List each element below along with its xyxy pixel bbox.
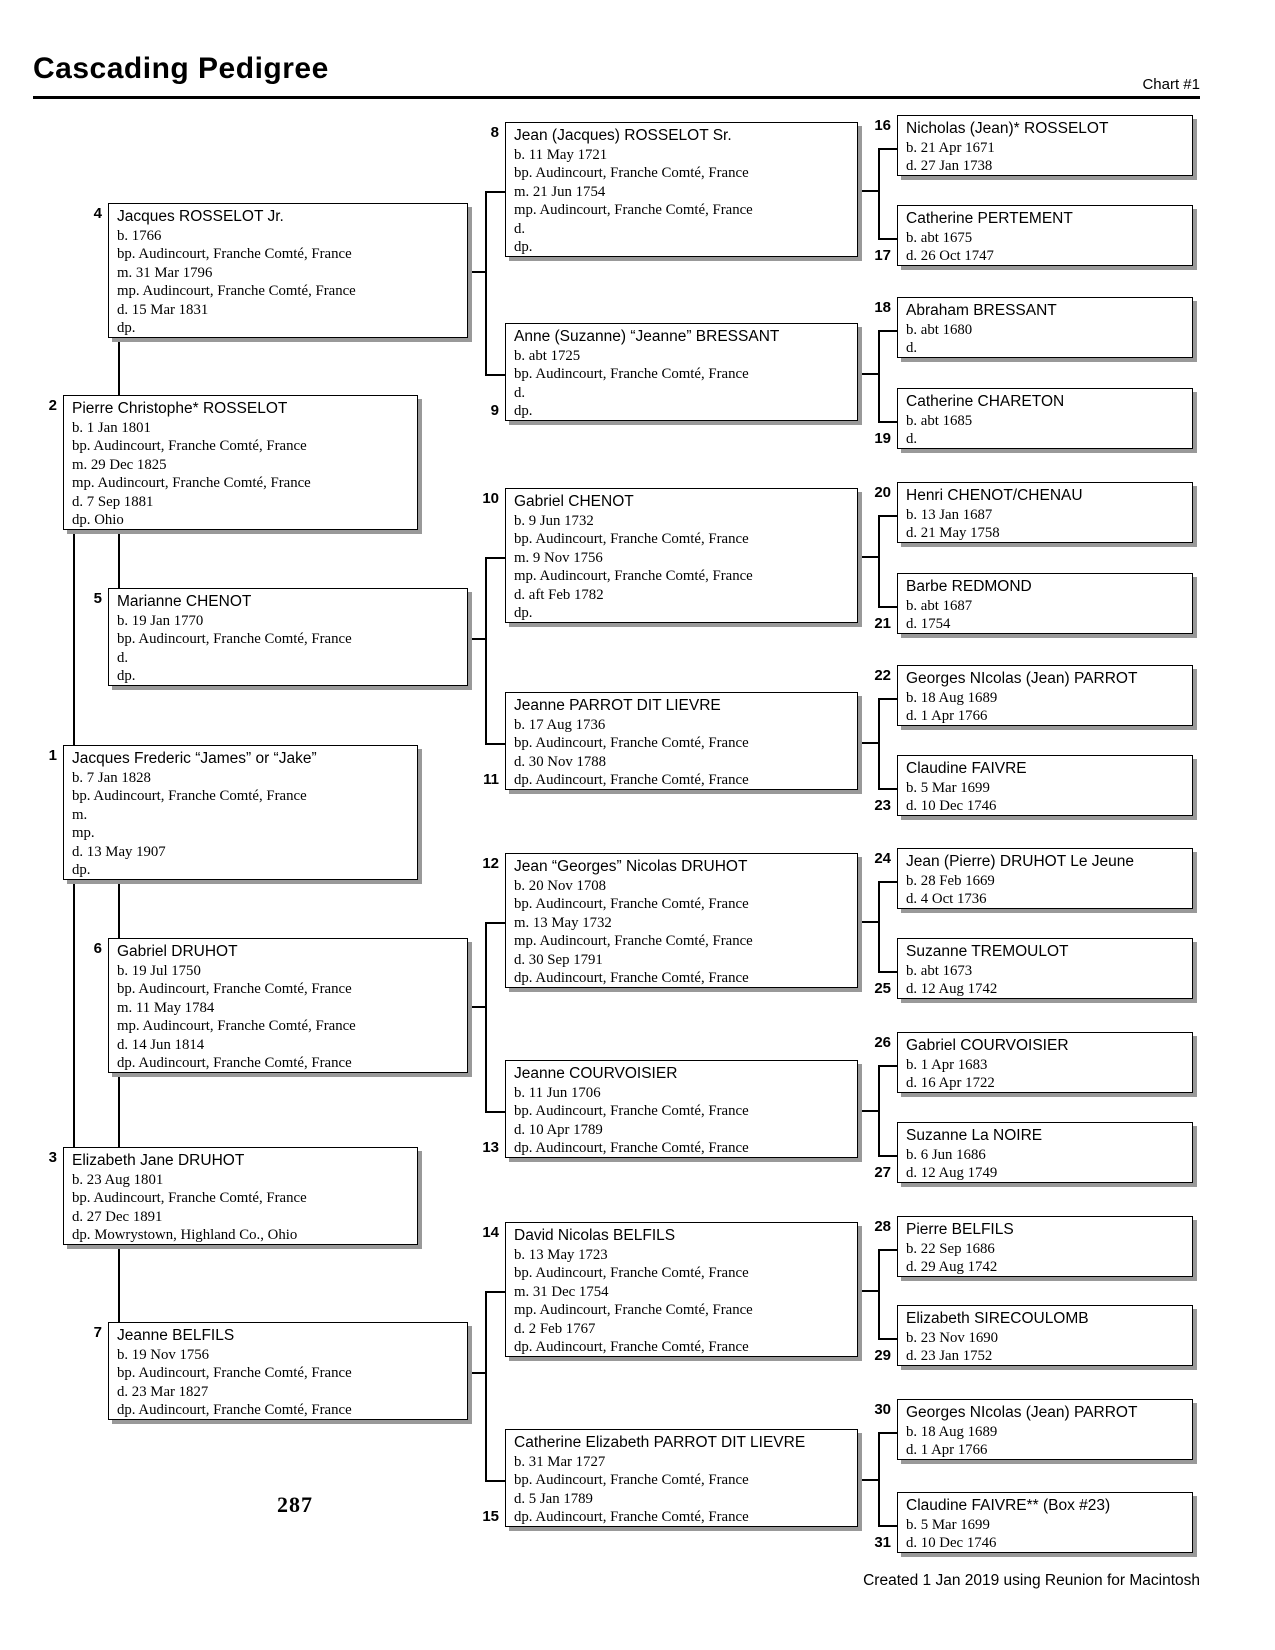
person-detail-line: d. 30 Nov 1788	[514, 753, 607, 770]
person-detail-line: d. 21 May 1758	[906, 525, 1000, 542]
connector-line	[878, 515, 898, 517]
person-name: Marianne CHENOT	[117, 593, 252, 610]
person-detail-line: b. 18 Aug 1689	[906, 1424, 998, 1440]
person-detail-line: b. 19 Jan 1770	[117, 613, 204, 629]
person-detail-line: b. 20 Nov 1708	[514, 878, 607, 894]
person-name: Georges NIcolas (Jean) PARROT	[906, 1404, 1138, 1421]
connector-line	[878, 1065, 880, 1155]
person-detail-line: d. 12 Aug 1749	[906, 1165, 998, 1182]
person-detail-line: m. 21 Jun 1754	[514, 183, 606, 200]
person-detail-line: m. 9 Nov 1756	[514, 549, 603, 566]
person-number: 3	[48, 1149, 57, 1166]
person-detail-line: d. 12 Aug 1742	[906, 981, 998, 998]
person-name: Georges NIcolas (Jean) PARROT	[906, 670, 1138, 687]
connector-line	[485, 922, 506, 924]
person-detail-line: b. abt 1675	[906, 230, 973, 246]
person-name: Jacques Frederic “James” or “Jake”	[72, 750, 317, 767]
person-detail-line: d.	[514, 384, 526, 401]
person-detail-line: b. 31 Mar 1727	[514, 1454, 606, 1470]
connector-line	[878, 881, 880, 971]
connector-line	[878, 148, 880, 238]
connector-line	[878, 1065, 898, 1067]
person-detail-line: d. aft Feb 1782	[514, 586, 604, 603]
person-detail-line: dp. Audincourt, Franche Comté, France	[514, 1509, 749, 1526]
connector-line	[118, 1073, 120, 1148]
connector-line	[878, 881, 898, 883]
person-number: 24	[874, 850, 891, 867]
person-box-17	[874, 205, 1193, 266]
person-box-23	[874, 755, 1193, 816]
person-number: 23	[874, 797, 891, 814]
person-detail-line: bp. Audincourt, Franche Comté, France	[72, 788, 307, 805]
person-detail-line: d. 1 Apr 1766	[906, 708, 988, 725]
person-box-3	[48, 1147, 418, 1245]
connector-line	[878, 1249, 898, 1251]
person-detail-line: d. 26 Oct 1747	[906, 248, 994, 265]
person-detail-line: dp. Audincourt, Franche Comté, France	[514, 970, 749, 987]
connector-line	[485, 1480, 506, 1482]
person-detail-line: d. 4 Oct 1736	[906, 891, 987, 908]
person-number: 10	[482, 490, 499, 507]
person-number: 26	[874, 1034, 891, 1051]
person-detail-line: b. 23 Nov 1690	[906, 1330, 999, 1346]
person-box-22	[874, 665, 1193, 726]
person-detail-line: b. 1 Apr 1683	[906, 1057, 988, 1073]
person-detail-line: m.	[72, 806, 88, 823]
person-detail-line: dp. Ohio	[72, 512, 124, 529]
person-name: Pierre Christophe* ROSSELOT	[72, 400, 288, 417]
person-detail-line: b. 19 Jul 1750	[117, 963, 201, 979]
person-name: Claudine FAIVRE** (Box #23)	[906, 1497, 1111, 1514]
connector-line	[485, 1111, 506, 1113]
connector-line	[485, 191, 487, 374]
person-box-11	[483, 692, 858, 790]
person-name: Nicholas (Jean)* ROSSELOT	[906, 120, 1109, 137]
person-number: 11	[483, 771, 499, 788]
person-detail-line: b. 11 Jun 1706	[514, 1085, 601, 1101]
person-detail-line: mp. Audincourt, Franche Comté, France	[514, 1302, 753, 1319]
person-number: 8	[490, 124, 499, 141]
connector-line	[73, 530, 75, 746]
connector-line	[878, 421, 898, 423]
person-number: 4	[93, 205, 102, 222]
person-number: 16	[874, 117, 891, 134]
person-detail-line: mp. Audincourt, Franche Comté, France	[117, 283, 356, 300]
connector-line	[878, 788, 898, 790]
connector-line	[485, 922, 487, 1111]
person-detail-line: b. 1 Jan 1801	[72, 420, 151, 436]
person-detail-line: d. 10 Apr 1789	[514, 1121, 603, 1138]
connector-line	[857, 1479, 878, 1481]
person-name: Elizabeth Jane DRUHOT	[72, 1152, 245, 1169]
person-detail-line: b. abt 1685	[906, 413, 973, 429]
connector-line	[468, 271, 485, 273]
person-box-31	[874, 1492, 1193, 1553]
person-number: 5	[93, 590, 102, 607]
person-detail-line: d. 15 Mar 1831	[117, 301, 209, 318]
person-detail-line: d. 10 Dec 1746	[906, 1535, 997, 1552]
person-box-27	[874, 1122, 1193, 1183]
connector-line	[118, 530, 120, 589]
person-name: Gabriel DRUHOT	[117, 943, 238, 960]
person-name: Jean “Georges” Nicolas DRUHOT	[514, 858, 748, 875]
person-detail-line: dp.	[514, 605, 533, 622]
person-name: Jeanne PARROT DIT LIEVRE	[514, 697, 721, 714]
person-name: Jean (Jacques) ROSSELOT Sr.	[514, 127, 732, 144]
person-number: 29	[874, 1347, 891, 1364]
person-detail-line: b. 13 May 1723	[514, 1247, 608, 1263]
person-number: 21	[874, 615, 891, 632]
person-box-20	[874, 482, 1193, 543]
person-detail-line: mp.	[72, 825, 95, 842]
person-name: David Nicolas BELFILS	[514, 1227, 676, 1244]
connector-line	[485, 557, 487, 743]
connector-line	[857, 556, 878, 558]
connector-line	[468, 638, 485, 640]
person-box-10	[482, 488, 858, 623]
person-detail-line: dp.	[117, 320, 136, 337]
person-detail-line: d. 30 Sep 1791	[514, 951, 603, 968]
person-number: 31	[874, 1534, 891, 1551]
person-number: 12	[482, 855, 499, 872]
connector-line	[485, 743, 506, 745]
person-detail-line: d. 16 Apr 1722	[906, 1075, 995, 1092]
person-number: 22	[874, 667, 891, 684]
person-box-24	[874, 848, 1193, 909]
person-detail-line: m. 31 Dec 1754	[514, 1283, 609, 1300]
person-detail-line: b. 1766	[117, 228, 162, 244]
person-detail-line: bp. Audincourt, Franche Comté, France	[514, 1472, 749, 1489]
footer-credit: Created 1 Jan 2019 using Reunion for Macintosh	[863, 1572, 1200, 1589]
person-detail-line: m. 29 Dec 1825	[72, 456, 167, 473]
person-detail-line: b. 17 Aug 1736	[514, 717, 606, 733]
person-name: Jeanne COURVOISIER	[514, 1065, 678, 1082]
person-detail-line: b. 23 Aug 1801	[72, 1172, 164, 1188]
person-box-29	[874, 1305, 1193, 1366]
person-detail-line: d. 1 Apr 1766	[906, 1442, 988, 1459]
person-detail-line: b. 21 Apr 1671	[906, 140, 995, 156]
person-detail-line: m. 11 May 1784	[117, 999, 215, 1016]
connector-line	[468, 1372, 485, 1374]
person-detail-line: mp. Audincourt, Franche Comté, France	[72, 475, 311, 492]
person-detail-line: d. 2 Feb 1767	[514, 1320, 596, 1337]
person-detail-line: b. 5 Mar 1699	[906, 1517, 990, 1533]
person-detail-line: bp. Audincourt, Franche Comté, France	[514, 896, 749, 913]
person-number: 28	[874, 1218, 891, 1235]
person-detail-line: b. 18 Aug 1689	[906, 690, 998, 706]
person-box-19	[874, 388, 1193, 449]
person-box-25	[874, 938, 1193, 999]
person-name: Jean (Pierre) DRUHOT Le Jeune	[906, 853, 1134, 870]
person-name: Gabriel CHENOT	[514, 493, 634, 510]
person-name: Pierre BELFILS	[906, 1221, 1014, 1238]
person-name: Henri CHENOT/CHENAU	[906, 487, 1083, 504]
page-number: 287	[277, 1492, 313, 1517]
person-detail-line: dp.	[514, 239, 533, 256]
connector-line	[878, 1432, 880, 1525]
person-box-2	[48, 395, 418, 530]
person-detail-line: b. 9 Jun 1732	[514, 513, 594, 529]
connector-line	[878, 1249, 880, 1338]
person-name: Abraham BRESSANT	[906, 302, 1057, 319]
person-number: 6	[93, 940, 102, 957]
person-number: 27	[874, 1164, 891, 1181]
connector-line	[878, 238, 898, 240]
person-box-14	[482, 1222, 858, 1357]
person-detail-line: dp.	[72, 862, 91, 879]
person-detail-line: mp. Audincourt, Franche Comté, France	[117, 1018, 356, 1035]
connector-line	[878, 606, 898, 608]
connector-line	[485, 374, 506, 376]
person-detail-line: bp. Audincourt, Franche Comté, France	[117, 631, 352, 648]
connector-line	[485, 557, 506, 559]
person-detail-line: bp. Audincourt, Franche Comté, France	[514, 735, 749, 752]
connector-line	[857, 921, 878, 923]
person-detail-line: mp. Audincourt, Franche Comté, France	[514, 568, 753, 585]
person-detail-line: d. 27 Jan 1738	[906, 158, 993, 175]
person-detail-line: dp. Audincourt, Franche Comté, France	[514, 1140, 749, 1157]
connector-line	[118, 338, 120, 396]
title-divider	[33, 96, 1200, 99]
chart-number-label: Chart #1	[1142, 76, 1200, 93]
person-detail-line: mp. Audincourt, Franche Comté, France	[514, 202, 753, 219]
person-detail-line: b. abt 1687	[906, 598, 973, 614]
connector-line	[878, 330, 880, 421]
connector-line	[485, 1291, 506, 1293]
person-number: 30	[874, 1401, 891, 1418]
person-detail-line: m. 13 May 1732	[514, 914, 612, 931]
person-detail-line: b. abt 1725	[514, 348, 581, 364]
person-detail-line: d.	[906, 340, 918, 357]
person-name: Catherine PERTEMENT	[906, 210, 1073, 227]
person-detail-line: dp. Audincourt, Franche Comté, France	[514, 1339, 749, 1356]
person-name: Gabriel COURVOISIER	[906, 1037, 1069, 1054]
person-detail-line: d. 14 Jun 1814	[117, 1036, 205, 1053]
person-detail-line: bp. Audincourt, Franche Comté, France	[117, 1365, 352, 1382]
connector-line	[857, 742, 878, 744]
person-detail-line: bp. Audincourt, Franche Comté, France	[514, 165, 749, 182]
person-detail-line: d.	[514, 220, 526, 237]
person-number: 2	[48, 397, 57, 414]
person-name: Suzanne La NOIRE	[906, 1127, 1043, 1144]
person-box-1	[48, 745, 418, 880]
person-detail-line: bp. Audincourt, Franche Comté, France	[514, 531, 749, 548]
chart-title: Cascading Pedigree	[33, 52, 329, 85]
person-name: Barbe REDMOND	[906, 578, 1032, 595]
person-detail-line: b. abt 1673	[906, 963, 973, 979]
person-box-8	[490, 122, 858, 257]
connector-line	[878, 1155, 898, 1157]
person-detail-line: b. 11 May 1721	[514, 147, 608, 163]
connector-line	[878, 1338, 898, 1340]
person-number: 20	[874, 484, 891, 501]
person-box-28	[874, 1216, 1193, 1277]
person-number: 14	[482, 1224, 499, 1241]
person-number: 18	[874, 299, 891, 316]
person-name: Suzanne TREMOULOT	[906, 943, 1069, 960]
person-detail-line: d.	[906, 431, 918, 448]
connector-line	[878, 1525, 898, 1527]
person-name: Jacques ROSSELOT Jr.	[117, 208, 284, 225]
person-detail-line: d. 13 May 1907	[72, 843, 166, 860]
connector-line	[878, 1432, 898, 1434]
person-box-18	[874, 297, 1193, 358]
person-detail-line: d. 29 Aug 1742	[906, 1259, 998, 1276]
person-detail-line: d. 7 Sep 1881	[72, 493, 154, 510]
person-detail-line: bp. Audincourt, Franche Comté, France	[514, 1103, 749, 1120]
connector-line	[857, 373, 878, 375]
person-box-6	[93, 938, 468, 1073]
person-detail-line: d. 23 Mar 1827	[117, 1383, 209, 1400]
connector-line	[878, 698, 898, 700]
person-detail-line: bp. Audincourt, Franche Comté, France	[514, 1265, 749, 1282]
connector-line	[857, 1290, 878, 1292]
person-box-13	[482, 1060, 858, 1158]
person-detail-line: b. 22 Sep 1686	[906, 1241, 995, 1257]
person-detail-line: bp. Audincourt, Franche Comté, France	[72, 1190, 307, 1207]
person-detail-line: b. 7 Jan 1828	[72, 770, 151, 786]
connector-line	[118, 880, 120, 939]
person-name: Jeanne BELFILS	[117, 1327, 235, 1344]
person-name: Elizabeth SIRECOULOMB	[906, 1310, 1089, 1327]
connector-line	[878, 971, 898, 973]
person-detail-line: dp. Mowrystown, Highland Co., Ohio	[72, 1227, 298, 1244]
person-detail-line: b. 5 Mar 1699	[906, 780, 990, 796]
person-name: Anne (Suzanne) “Jeanne” BRESSANT	[514, 328, 780, 345]
connector-line	[468, 1006, 485, 1008]
person-detail-line: d.	[117, 649, 129, 666]
person-detail-line: b. 19 Nov 1756	[117, 1347, 210, 1363]
person-box-21	[874, 573, 1193, 634]
person-detail-line: m. 31 Mar 1796	[117, 264, 213, 281]
person-box-12	[482, 853, 858, 988]
connector-line	[878, 515, 880, 606]
person-number: 13	[482, 1139, 499, 1156]
person-box-26	[874, 1032, 1193, 1093]
connector-line	[485, 191, 506, 193]
person-box-15	[482, 1429, 858, 1527]
person-name: Claudine FAIVRE	[906, 760, 1027, 777]
person-number: 25	[874, 980, 891, 997]
person-detail-line: d. 23 Jan 1752	[906, 1348, 993, 1365]
person-detail-line: d. 10 Dec 1746	[906, 798, 997, 815]
person-box-5	[93, 588, 468, 686]
person-detail-line: d. 5 Jan 1789	[514, 1490, 593, 1507]
connector-line	[878, 330, 898, 332]
connector-line	[857, 1110, 878, 1112]
person-detail-line: dp.	[117, 668, 136, 685]
person-box-7	[93, 1322, 468, 1420]
person-detail-line: bp. Audincourt, Franche Comté, France	[72, 438, 307, 455]
person-detail-line: b. 6 Jun 1686	[906, 1147, 986, 1163]
person-detail-line: bp. Audincourt, Franche Comté, France	[117, 246, 352, 263]
person-detail-line: bp. Audincourt, Franche Comté, France	[514, 366, 749, 383]
person-detail-line: d. 1754	[906, 616, 951, 633]
person-number: 9	[490, 402, 499, 419]
person-detail-line: b. 13 Jan 1687	[906, 507, 993, 523]
connector-line	[857, 190, 878, 192]
person-name: Catherine Elizabeth PARROT DIT LIEVRE	[514, 1434, 806, 1451]
person-detail-line: dp. Audincourt, Franche Comté, France	[117, 1055, 352, 1072]
person-detail-line: dp. Audincourt, Franche Comté, France	[117, 1402, 352, 1419]
connector-line	[878, 698, 880, 788]
person-detail-line: dp. Audincourt, Franche Comté, France	[514, 772, 749, 789]
person-detail-line: bp. Audincourt, Franche Comté, France	[117, 981, 352, 998]
person-detail-line: b. abt 1680	[906, 322, 973, 338]
connector-line	[485, 1291, 487, 1480]
person-number: 1	[48, 747, 57, 764]
person-box-30	[874, 1399, 1193, 1460]
person-detail-line: mp. Audincourt, Franche Comté, France	[514, 933, 753, 950]
connector-line	[73, 880, 75, 1148]
person-box-4	[93, 203, 468, 338]
connector-line	[118, 1245, 120, 1323]
person-detail-line: dp.	[514, 403, 533, 420]
person-box-9	[490, 323, 858, 421]
person-number: 17	[874, 247, 891, 264]
person-detail-line: b. 28 Feb 1669	[906, 873, 995, 889]
person-box-16	[874, 115, 1193, 176]
person-number: 7	[93, 1324, 102, 1341]
person-name: Catherine CHARETON	[906, 393, 1065, 410]
connector-line	[878, 148, 898, 150]
person-number: 15	[482, 1508, 499, 1525]
person-number: 19	[874, 430, 891, 447]
person-detail-line: d. 27 Dec 1891	[72, 1208, 163, 1225]
